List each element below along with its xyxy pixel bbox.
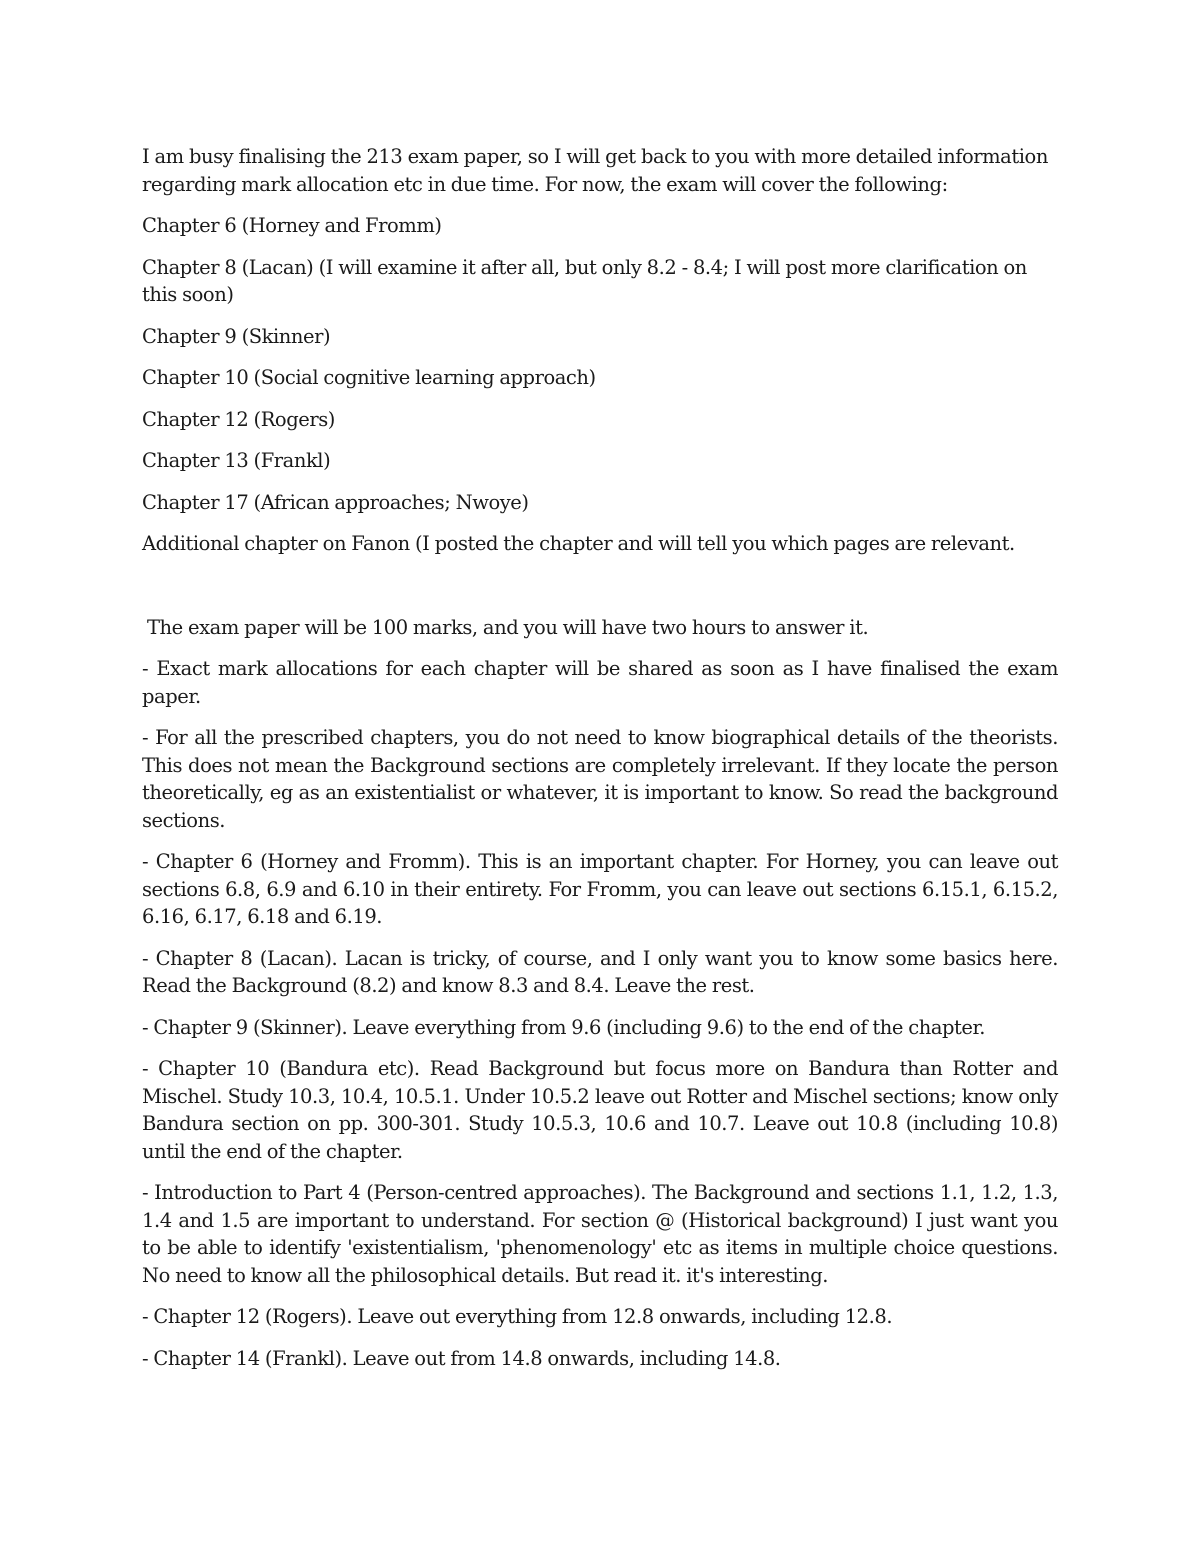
note-chapter-14: - Chapter 14 (Frankl). Leave out from 14.8 onwards, including 14.8. [142, 1346, 781, 1370]
chapter-item-fanon: Additional chapter on Fanon (I posted the chapter and will tell you which pages are relevant. [142, 532, 1015, 555]
chapter-item-8: Chapter 8 (Lacan) (I will examine it after all, but only 8.2 - 8.4; I will post more clarification on this soon) [142, 255, 1027, 306]
note-chapter-12: - Chapter 12 (Rogers). Leave out everything from 12.8 onwards, including 12.8. [142, 1305, 893, 1328]
intro-paragraph: I am busy finalising the 213 exam paper, so I will get back to you with more detailed information regarding mark allocation etc in due time. For now, the exam will cover the following: [142, 145, 1048, 196]
note-chapter-10: - Chapter 10 (Bandura etc). Read Background but focus more on Bandura than Rotter and Mischel. Study 10.3, 10.4, 10.5.1. Under 10.5.2 leave out Rotter and Mischel sections; know only Bandura section on pp. 300-301. Study 10.5.3, 10.6 and 10.7. Leave out 10.8 (including 10.8) until the end of the chapter. [142, 1057, 1058, 1163]
note-chapter-6: - Chapter 6 (Horney and Fromm). This is an important chapter. For Horney, you can leave out sections 6.8, 6.9 and 6.10 in their entirety. For Fromm, you can leave out sections 6.15.1, 6.15.2, 6.16, 6.17, 6.18 and 6.19. [142, 850, 1058, 928]
note-part-4-intro: - Introduction to Part 4 (Person-centred approaches). The Background and sections 1.1, 1.2, 1.3, 1.4 and 1.5 are important to understand. For section @ (Historical background) I just want you to be able to identify 'existentialism, 'phenomenology' etc as items in multiple choice questions. No need to know all the philosophical details. But read it. it's interesting. [142, 1181, 1058, 1287]
chapter-item-17: Chapter 17 (African approaches; Nwoye) [142, 490, 529, 514]
note-chapter-9: - Chapter 9 (Skinner). Leave everything from 9.6 (including 9.6) to the end of the chapter. [142, 1015, 985, 1039]
document-body [142, 143, 1058, 1386]
spacer [142, 572, 1058, 614]
chapter-item-10: Chapter 10 (Social cognitive learning approach) [142, 366, 596, 389]
chapter-item-9: Chapter 9 (Skinner) [142, 324, 331, 348]
note-chapter-8: - Chapter 8 (Lacan). Lacan is tricky, of course, and I only want you to know some basics here. Read the Background (8.2) and know 8.3 and 8.4. Leave the rest. [142, 946, 1058, 997]
exam-info-paragraph: The exam paper will be 100 marks, and you will have two hours to answer it. [147, 615, 869, 639]
chapter-item-13: Chapter 13 (Frankl) [142, 449, 331, 472]
chapter-item-6: Chapter 6 (Horney and Fromm) [142, 214, 442, 237]
note-biographical: - For all the prescribed chapters, you do not need to know biographical details of the theorists. This does not mean the Background sections are completely irrelevant. If they locate the person theoretically, eg as an existentialist or whatever, it is important to know. So read the background sections. [142, 726, 1058, 832]
chapter-item-12: Chapter 12 (Rogers) [142, 407, 335, 431]
note-mark-allocation: - Exact mark allocations for each chapter will be shared as soon as I have finalised the exam paper. [142, 657, 1058, 708]
